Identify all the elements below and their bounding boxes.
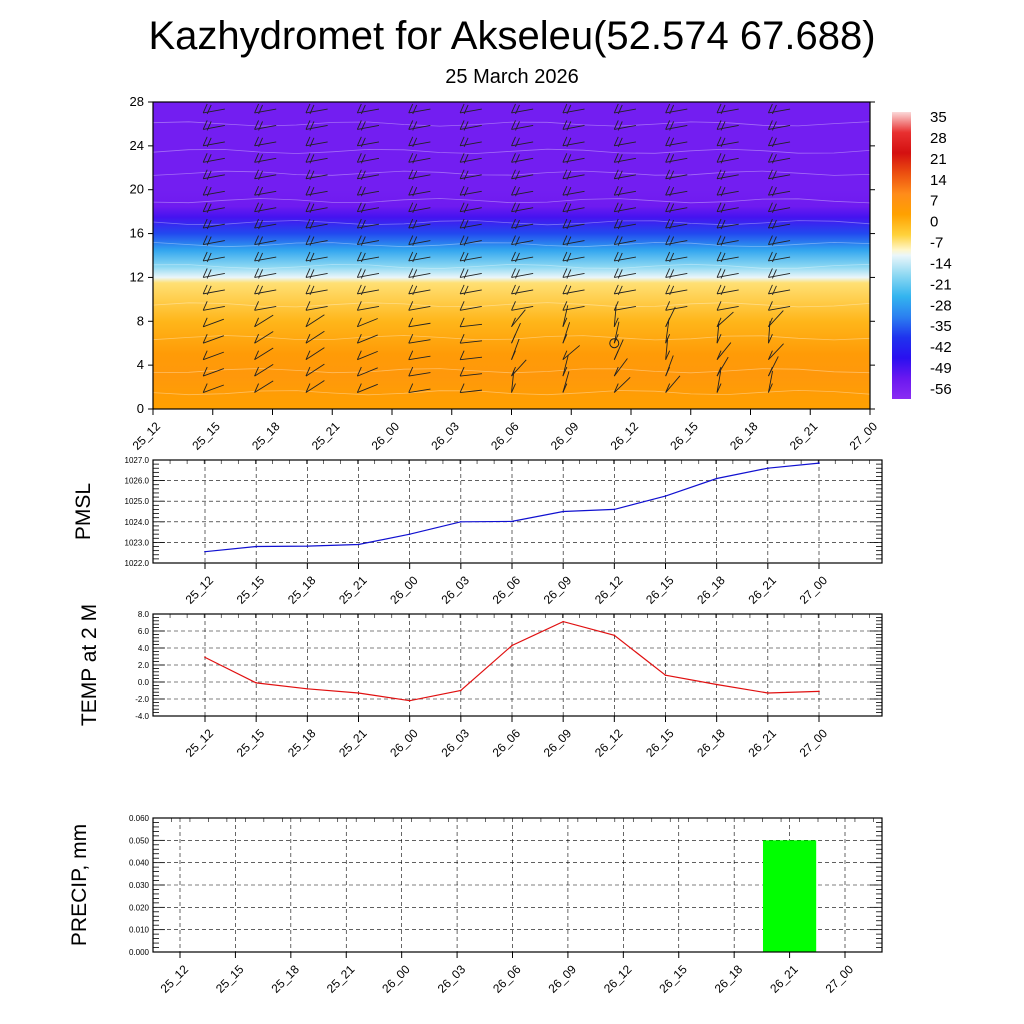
xtick-label: 25_21 <box>336 573 370 607</box>
xtick-label: 26_12 <box>591 726 626 760</box>
y-axis-title: TEMP at 2 M <box>78 603 101 727</box>
ytick-label: 0.050 <box>128 836 149 846</box>
heatmap-xtick-label: 27_00 <box>846 419 881 453</box>
xtick-label: 25_12 <box>182 726 217 760</box>
ytick-label: 4.0 <box>137 644 149 653</box>
pmsl-point <box>665 495 667 497</box>
cross-section-heatmap <box>130 94 881 453</box>
colorbar-label: -49 <box>930 360 952 378</box>
ytick-label: -2.0 <box>135 695 149 704</box>
xtick-label: 25_21 <box>323 962 358 996</box>
temp-point <box>562 621 564 623</box>
ytick-label: 8.0 <box>137 610 149 619</box>
ytick-label: 1025.0 <box>124 497 149 507</box>
heatmap-xtick-label: 26_21 <box>786 419 821 453</box>
temp-point <box>614 634 616 636</box>
heatmap-ytick-label: 8 <box>136 313 144 329</box>
xtick-label: 26_18 <box>711 962 746 996</box>
temp-point <box>255 682 257 684</box>
ytick-label: 1023.0 <box>124 538 149 548</box>
pmsl-point <box>614 509 616 511</box>
xtick-label: 26_09 <box>540 726 575 760</box>
heatmap-xtick-label: 25_21 <box>308 419 343 453</box>
xtick-label: 25_18 <box>284 573 319 607</box>
chart-subtitle: 25 March 2026 <box>445 66 579 88</box>
colorbar-label: 0 <box>930 213 939 231</box>
colorbar-label: -21 <box>930 276 952 294</box>
heatmap-ytick-label: 20 <box>129 181 144 197</box>
pmsl-point <box>358 544 360 546</box>
xtick-label: 25_15 <box>233 726 268 760</box>
heatmap-xtick-label: 26_06 <box>488 419 522 453</box>
temp-point <box>665 674 667 676</box>
precip-chart <box>68 814 882 996</box>
xtick-label: 25_21 <box>336 726 370 760</box>
colorbar-label: -14 <box>930 255 952 273</box>
xtick-label: 25_12 <box>157 962 192 996</box>
ytick-label: 0.010 <box>128 925 149 935</box>
colorbar-label: -42 <box>930 339 952 357</box>
xtick-label: 27_00 <box>796 726 831 760</box>
xtick-label: 27_00 <box>796 573 831 607</box>
xtick-label: 26_06 <box>489 573 524 607</box>
ytick-label: -4.0 <box>135 712 149 721</box>
temp-point <box>511 645 513 647</box>
colorbar-label: -7 <box>930 234 944 252</box>
xtick-label: 26_21 <box>745 726 779 760</box>
heatmap-ytick-label: 24 <box>129 137 144 153</box>
xtick-label: 25_18 <box>284 726 319 760</box>
ytick-label: 6.0 <box>137 627 149 636</box>
heatmap-field <box>153 102 870 409</box>
xtick-label: 26_12 <box>600 962 635 996</box>
ytick-label: 0.0 <box>137 678 149 687</box>
temp-chart <box>78 604 882 760</box>
heatmap-xtick-label: 26_03 <box>428 419 462 453</box>
heatmap-ytick-label: 28 <box>129 94 144 109</box>
heatmap-xtick-label: 26_00 <box>368 419 403 453</box>
temp-point <box>716 684 718 686</box>
ytick-label: 1024.0 <box>124 517 149 527</box>
xtick-label: 26_06 <box>489 726 524 760</box>
temp-series-line <box>205 622 819 701</box>
heatmap-xtick-label: 25_18 <box>249 419 283 453</box>
xtick-label: 25_18 <box>268 962 302 996</box>
xtick-label: 26_03 <box>438 726 472 760</box>
ytick-label: 1022.0 <box>124 559 149 568</box>
heatmap-ytick-label: 12 <box>129 269 144 285</box>
pmsl-point <box>409 533 411 535</box>
pmsl-point <box>255 546 257 548</box>
temp-point <box>358 692 360 694</box>
xtick-label: 26_21 <box>767 962 801 996</box>
precip-bar <box>763 840 816 952</box>
ytick-label: 0.000 <box>128 948 149 957</box>
heatmap-xtick-label: 26_12 <box>607 419 642 453</box>
ytick-label: 0.060 <box>128 814 149 823</box>
xtick-label: 26_06 <box>490 962 524 996</box>
xtick-label: 26_15 <box>643 726 677 760</box>
colorbar-label: 7 <box>930 192 939 210</box>
ytick-label: 1026.0 <box>124 476 149 486</box>
pmsl-point <box>562 511 564 513</box>
ytick-label: 1027.0 <box>124 456 149 465</box>
colorbar-label: -56 <box>930 381 952 398</box>
pmsl-point <box>204 551 206 553</box>
pmsl-point <box>716 478 718 480</box>
temp-point <box>307 688 309 690</box>
pmsl-point <box>511 521 513 523</box>
pmsl-point <box>307 545 309 547</box>
colorbar-label: 14 <box>930 171 947 189</box>
temp-point <box>818 691 820 693</box>
temp-point <box>460 690 462 692</box>
xtick-label: 26_03 <box>434 962 469 996</box>
xtick-label: 26_15 <box>656 962 690 996</box>
pmsl-chart <box>72 456 882 607</box>
pmsl-frame <box>153 460 882 563</box>
xtick-label: 25_12 <box>182 573 217 607</box>
ytick-label: 0.030 <box>128 881 149 890</box>
xtick-label: 26_18 <box>694 573 728 607</box>
pmsl-point <box>460 521 462 523</box>
xtick-label: 26_03 <box>438 573 472 607</box>
heatmap-xtick-label: 26_18 <box>727 419 761 453</box>
heatmap-ytick-label: 0 <box>136 401 144 416</box>
chart-title: Kazhydromet for Akseleu(52.574 67.688) <box>148 14 876 58</box>
xtick-label: 26_00 <box>387 726 421 760</box>
xtick-label: 26_15 <box>643 573 677 607</box>
xtick-label: 26_00 <box>387 573 421 607</box>
y-axis-title: PRECIP, mm <box>68 823 91 947</box>
xtick-label: 26_21 <box>745 573 779 607</box>
heatmap-xtick-label: 26_15 <box>667 419 701 453</box>
heatmap-xtick-label: 25_15 <box>189 419 223 453</box>
temp-point <box>204 657 206 659</box>
xtick-label: 26_09 <box>545 962 580 996</box>
heatmap-xtick-label: 26_09 <box>547 419 582 453</box>
heatmap-ytick-label: 16 <box>129 225 144 241</box>
temp-point <box>767 692 769 694</box>
colorbar-label: -35 <box>930 318 952 336</box>
heatmap-ytick-label: 4 <box>136 357 144 373</box>
xtick-label: 26_00 <box>379 962 413 996</box>
xtick-label: 26_18 <box>694 726 728 760</box>
heatmap-xtick-label: 25_12 <box>129 419 164 453</box>
pmsl-point <box>767 467 769 469</box>
pmsl-point <box>818 462 820 464</box>
colorbar <box>892 109 952 399</box>
colorbar-label: 21 <box>930 150 947 168</box>
ytick-label: 0.040 <box>128 858 149 868</box>
colorbar-label: 35 <box>930 109 947 126</box>
colorbar-label: 28 <box>930 129 947 147</box>
ytick-label: 0.020 <box>128 903 149 913</box>
xtick-label: 25_15 <box>233 573 268 607</box>
temp-point <box>409 700 411 702</box>
xtick-label: 26_12 <box>591 573 626 607</box>
colorbar-label: -28 <box>930 297 952 315</box>
xtick-label: 26_09 <box>540 573 575 607</box>
xtick-label: 25_15 <box>213 962 247 996</box>
xtick-label: 27_00 <box>822 962 857 996</box>
colorbar-ramp <box>892 112 911 399</box>
ytick-label: 2.0 <box>137 661 149 670</box>
y-axis-title: PMSL <box>72 482 95 541</box>
